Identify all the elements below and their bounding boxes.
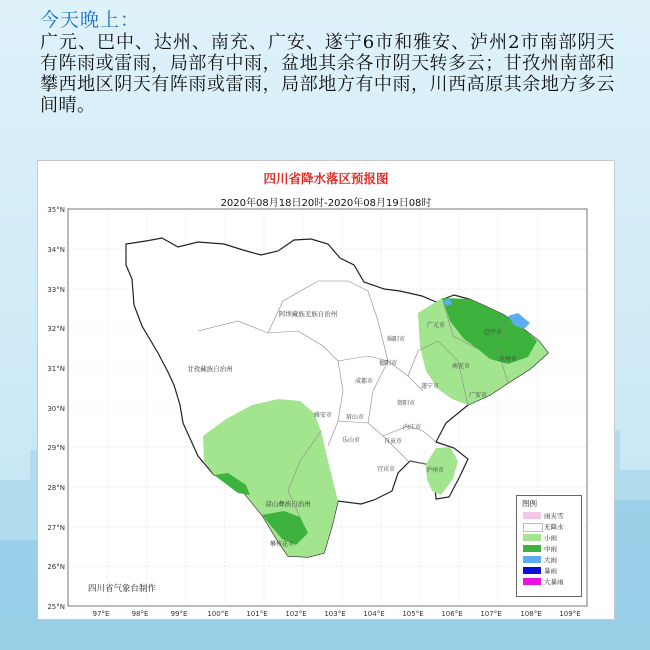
svg-text:107°E: 107°E	[480, 610, 502, 618]
svg-text:30°N: 30°N	[47, 405, 65, 413]
legend-item: 中雨	[517, 543, 581, 554]
legend-item: 小雨	[517, 532, 581, 543]
svg-text:34°N: 34°N	[47, 246, 65, 254]
svg-text:广元市: 广元市	[426, 322, 446, 329]
svg-text:南充市: 南充市	[451, 363, 471, 370]
legend-item: 大雨	[517, 554, 581, 565]
svg-text:32°N: 32°N	[47, 325, 65, 333]
legend-swatch	[523, 534, 541, 541]
svg-text:98°E: 98°E	[131, 610, 149, 618]
map-title: 四川省降水落区预报图	[263, 171, 389, 186]
svg-text:101°E: 101°E	[246, 610, 268, 618]
svg-text:97°E: 97°E	[92, 610, 110, 618]
svg-text:泸州市: 泸州市	[425, 467, 445, 474]
legend-swatch	[523, 578, 541, 585]
svg-text:35°N: 35°N	[47, 206, 65, 214]
svg-text:资阳市: 资阳市	[396, 400, 416, 407]
svg-text:106°E: 106°E	[441, 610, 463, 618]
svg-text:攀枝花市: 攀枝花市	[269, 541, 295, 548]
forecast-body: 广元、巴中、达州、南充、广安、遂宁6市和雅安、泸州2市南部阴天有阵雨或雷雨，局部有中雨，盆地其余各市阴天转多云；甘孜州南部和攀西地区阴天有阵雨或雷雨，局部地方有中雨，川西高原其余地方多云间晴。	[40, 32, 615, 116]
svg-text:阿坝藏族羌族自治州: 阿坝藏族羌族自治州	[278, 310, 338, 318]
longitude-ticks	[93, 610, 581, 618]
svg-text:绵阳市: 绵阳市	[386, 336, 406, 343]
legend-item: 大暴雨	[517, 576, 581, 587]
forecast-heading: 今天晚上：	[40, 9, 141, 31]
legend-item: 雨夹雪	[517, 510, 581, 521]
svg-text:28°N: 28°N	[47, 484, 65, 492]
svg-text:25°N: 25°N	[47, 603, 65, 611]
svg-text:甘孜藏族自治州: 甘孜藏族自治州	[187, 365, 233, 373]
svg-text:达州市: 达州市	[498, 356, 518, 363]
svg-text:广安市: 广安市	[468, 392, 488, 399]
svg-text:33°N: 33°N	[47, 286, 65, 294]
svg-text:雅安市: 雅安市	[313, 412, 333, 419]
legend-swatch	[523, 567, 541, 574]
svg-text:自贡市: 自贡市	[383, 438, 403, 445]
legend-item: 无降水	[517, 521, 581, 532]
svg-text:26°N: 26°N	[47, 563, 65, 571]
svg-text:宜宾市: 宜宾市	[376, 466, 396, 473]
legend-swatch	[523, 512, 541, 519]
svg-text:内江市: 内江市	[402, 424, 422, 431]
svg-text:105°E: 105°E	[402, 610, 424, 618]
svg-text:巴中市: 巴中市	[483, 329, 503, 336]
legend-swatch	[523, 523, 543, 532]
svg-text:100°E: 100°E	[207, 610, 229, 618]
map-period: 2020年08月18日20时-2020年08月19日08时	[220, 198, 432, 209]
svg-text:德阳市: 德阳市	[378, 360, 398, 367]
map-legend	[516, 495, 582, 597]
svg-text:99°E: 99°E	[170, 610, 188, 618]
svg-text:27°N: 27°N	[47, 524, 65, 532]
svg-text:104°E: 104°E	[363, 610, 385, 618]
svg-text:109°E: 109°E	[559, 610, 581, 618]
latitude-ticks	[47, 206, 65, 611]
legend-item: 暴雨	[517, 565, 581, 576]
svg-text:103°E: 103°E	[324, 610, 346, 618]
svg-text:成都市: 成都市	[354, 378, 374, 385]
svg-text:乐山市: 乐山市	[341, 437, 361, 444]
svg-text:凉山彝族自治州: 凉山彝族自治州	[265, 500, 311, 508]
svg-text:31°N: 31°N	[47, 365, 65, 373]
legend-title: 图例	[522, 499, 537, 508]
map-credit: 四川省气象台制作	[88, 584, 157, 594]
svg-text:29°N: 29°N	[47, 444, 65, 452]
svg-text:102°E: 102°E	[285, 610, 307, 618]
precipitation-map-card	[37, 160, 615, 620]
forecast-text-block	[40, 8, 615, 116]
svg-text:眉山市: 眉山市	[345, 414, 365, 421]
legend-swatch	[523, 556, 541, 563]
svg-text:遂宁市: 遂宁市	[420, 383, 440, 390]
svg-text:108°E: 108°E	[520, 610, 542, 618]
legend-swatch	[523, 545, 541, 552]
